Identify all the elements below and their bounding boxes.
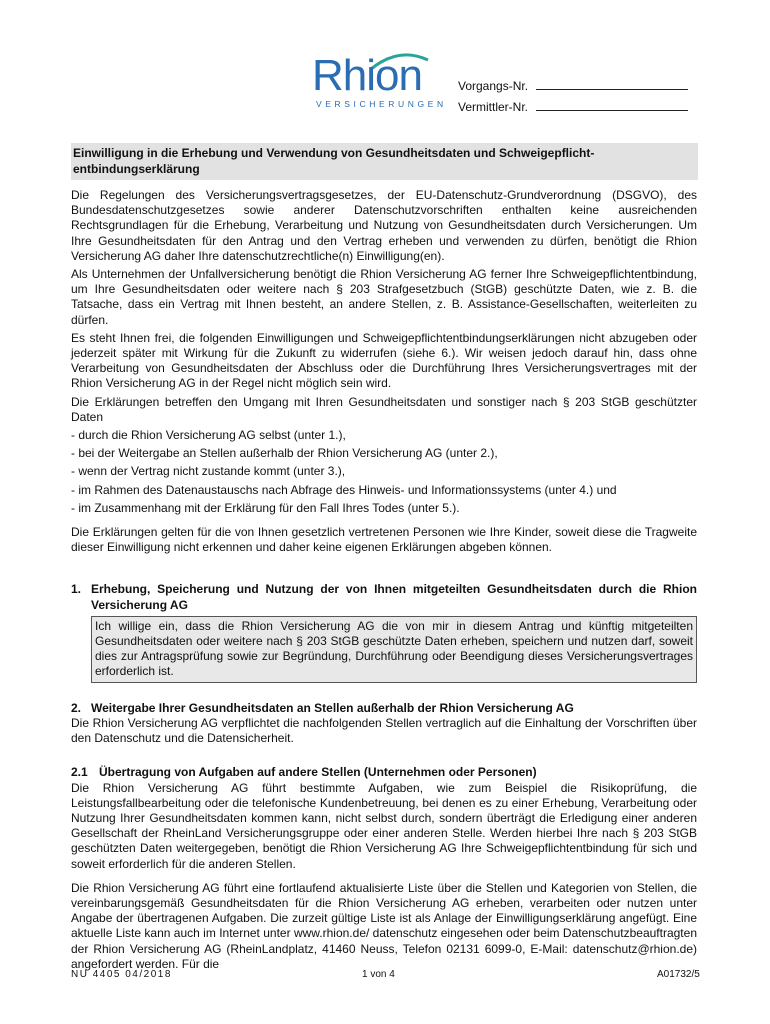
list-item: - durch die Rhion Versicherung AG selbst (unter 1.), xyxy=(71,428,346,443)
document-body xyxy=(71,188,697,975)
list-item: - im Zusammenhang mit der Erklärung für den Fall Ihres Todes (unter 5.). xyxy=(71,500,460,515)
intro-paragraph: Die Erklärungen betreffen den Umgang mit Ihren Gesundheitsdaten und sonstiger nach § 203 StGB geschützter Daten xyxy=(71,394,697,424)
intro-paragraph: Die Regelungen des Versicherungsvertragsgesetzes, der EU-Datenschutz-Grundverordnung (DSGVO), des Bundesdatenschutzgesetzes sowie anderer Datenschutzvorschriften enthalten keine ausreichenden Rechtsgrundlagen für die Erhebung, Verarbeitung und Nutzung von Gesundheitsdaten durch Versicherungen. Um Ihre Gesundheitsdaten für den Antrag und den Vertrag erheben und verwenden zu dürfen, benötigt die Rhion Versicherung AG daher Ihre datenschutzrechtliche(n) Einwilligung(en). xyxy=(71,188,697,263)
rhion-logo xyxy=(308,50,447,109)
vorgangs-nr-label: Vorgangs-Nr. xyxy=(458,79,529,93)
intro-paragraph: Als Unternehmen der Unfallversicherung benötigt die Rhion Versicherung AG ferner Ihre Schweigepflichtentbindung, um Ihre Gesundheitsdaten oder weitere nach § 203 Strafgesetzbuch (StGB) geschützte Daten, wie z. B. die Tatsache, dass ein Vertrag mit Ihnen besteht, an andere Stellen, z. B. Assistance-Gesellschaften, weiterleiten zu dürfen. xyxy=(71,267,697,327)
footer-page-number: 1 von 4 xyxy=(362,969,395,980)
logo-subtitle: VERSICHERUNGEN xyxy=(316,99,447,109)
section-2-1-paragraph: Die Rhion Versicherung AG führt bestimmte Aufgaben, wie zum Beispiel die Risikoprüfung, die Leistungsfallbearbeitung oder die telefonische Kundenbetreuung, bei denen es zu einer Erhebung, Verarbeitung oder Nutzung Ihrer Gesundheitsdaten kommen kann, nicht selbst durch, sondern überträgt die Erledigung einer anderen Gesellschaft der RheinLand Versicherungsgruppe oder einer anderen Stelle. Werden hierbei Ihre nach § 203 StGB geschützten Daten weitergegeben, benötigt die Rhion Versicherung AG Ihre Schweigepflichtentbindung für sich und soweit erforderlich für die anderen Stellen. xyxy=(71,780,697,871)
footer-doc-id: A01732/5 xyxy=(657,969,700,980)
section-2-heading: 2. Weitergabe Ihrer Gesundheitsdaten an Stellen außerhalb der Rhion Versicherung AG xyxy=(71,700,574,715)
document-title: Einwilligung in die Erhebung und Verwendung von Gesundheitsdaten und Schweigepflicht-entbindungserklärung xyxy=(71,143,698,180)
section-2-1-heading: 2.1 Übertragung von Aufgaben auf andere Stellen (Unternehmen oder Personen) xyxy=(71,765,537,780)
vorgangs-nr-row xyxy=(458,76,688,97)
vorgangs-nr-line xyxy=(536,77,688,90)
list-item: - im Rahmen des Datenaustauschs nach Abfrage des Hinweis- und Informationssystems (unter 4.) und xyxy=(71,482,617,497)
outro-paragraph: Die Erklärungen gelten für die von Ihnen gesetzlich vertretenen Personen wie Ihre Kinder, soweit diese die Tragweite dieser Einwilligung nicht erkennen und daher keine eigenen Erklärungen abgeben können. xyxy=(71,525,697,555)
intro-paragraph: Es steht Ihnen frei, die folgenden Einwilligungen und Schweigepflichtentbindungserklärungen nicht abzugeben oder jederzeit später mit Wirkung für die Zukunft zu widerrufen (siehe 6.). Wir weisen jedoch darauf hin, dass ohne Verarbeitung von Gesundheitsdaten der Abschluss oder die Durchführung Ihres Versicherungsvertrages mit der Rhion Versicherung AG in der Regel nicht möglich sein wird. xyxy=(71,330,697,391)
list-item: - wenn der Vertrag nicht zustande kommt (unter 3.), xyxy=(71,464,346,479)
list-item: - bei der Weitergabe an Stellen außerhalb der Rhion Versicherung AG (unter 2.), xyxy=(71,446,498,461)
vermittler-nr-label: Vermittler-Nr. xyxy=(458,100,529,114)
section-1-consent-box: Ich willige ein, dass die Rhion Versicherung AG die von mir in diesem Antrag und künftig mitgeteilten Gesundheitsdaten oder weitere nach § 203 StGB geschützte Daten erheben, speichern und nutzen darf, soweit dies zur Antragsprüfung sowie zur Begründung, Durchführung oder Beendigung dieses Versicherungsvertrages erforderlich ist. xyxy=(91,616,697,683)
logo-wordmark: Rhion xyxy=(312,51,422,100)
vermittler-nr-line xyxy=(536,98,688,111)
footer-form-code: NU 4405 04/2018 xyxy=(71,969,172,980)
section-2-1-paragraph: Die Rhion Versicherung AG führt eine fortlaufend aktualisierte Liste über die Stellen und Kategorien von Stellen, die vereinbarungsgemäß Gesundheitsdaten für die Rhion Versicherung AG erheben, verarbeiten oder nutzen unter Angabe der übertragenen Aufgaben. Die zurzeit gültige Liste ist als Anlage der Einwilligungserklärung angefügt. Eine aktuelle Liste kann auch im Internet unter www.rhion.de/ datenschutz eingesehen oder beim Datenschutzbeauftragten der Rhion Versicherung AG (RheinLandplatz, 41460 Neuss, Telefon 02131 6099-0, E-Mail: datenschutz@rhion.de) angefordert werden. Für die xyxy=(71,880,697,971)
section-1-heading: 1. Erhebung, Speicherung und Nutzung der von Ihnen mitgeteilten Gesundheitsdaten durch die Rhion Versicherung AG xyxy=(71,582,697,612)
section-2-text: Die Rhion Versicherung AG verpflichtet die nachfolgenden Stellen vertraglich auf die Einhaltung der Vorschriften über den Datenschutz und die Datensicherheit. xyxy=(71,715,697,746)
reference-fields xyxy=(458,76,688,118)
vermittler-nr-row xyxy=(458,97,688,118)
